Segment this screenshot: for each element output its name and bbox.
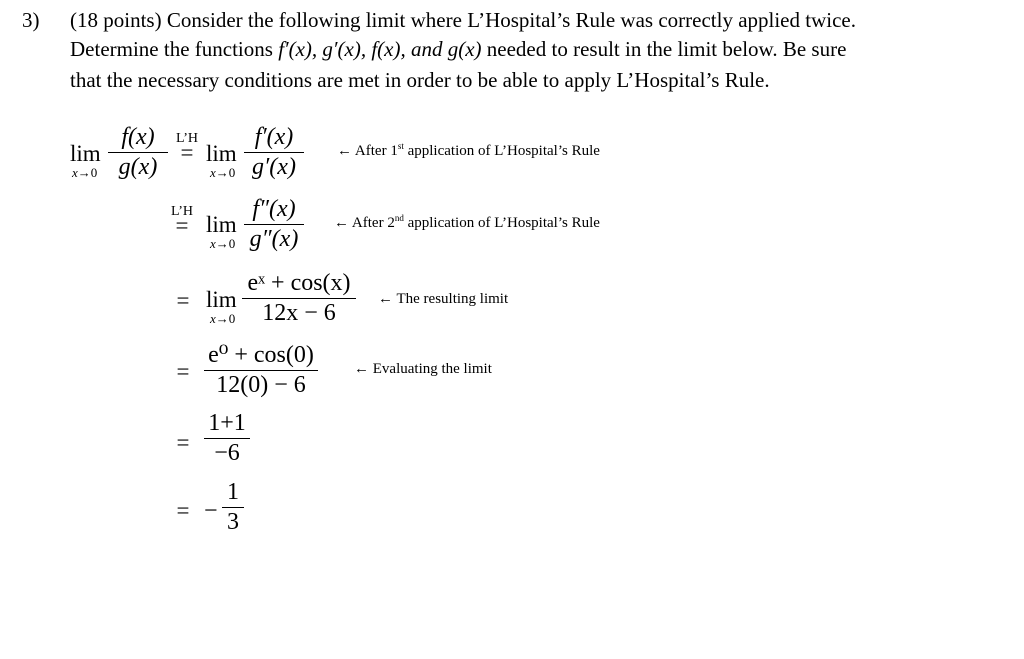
equals-4: = [176, 359, 190, 384]
lim-1: lim [206, 141, 237, 166]
fraction-evaluated: e⁰ + cos(0) 12(0) − 6 [204, 340, 318, 399]
fraction-final-answer: 1 3 [222, 479, 244, 536]
note-second-application: ← After 2nd application of L’Hospital’s Rule [334, 213, 600, 231]
note-evaluating: ← Evaluating the limit [354, 361, 492, 377]
equals-6: = [176, 498, 190, 523]
note-first-application: ← After 1st application of L’Hospital’s Rule [337, 141, 600, 159]
line2-post: needed to result in the limit below. Be sure [486, 37, 847, 61]
fraction-resulting-limit: eˣ + cos(x) 12x − 6 [242, 270, 356, 327]
lh-equals-1: L’H = [175, 131, 199, 165]
negative-sign: − [204, 498, 218, 524]
lim-3-sub: x→0 [210, 311, 236, 326]
lim-3: lim [206, 287, 237, 312]
question-number: 3) [22, 8, 40, 32]
lim-2-sub: x→0 [210, 236, 236, 251]
lim-1-sub: x→0 [210, 165, 236, 180]
equals-5: = [176, 430, 190, 455]
lim-2: lim [206, 212, 237, 237]
fraction-simplified: 1+1 −6 [204, 410, 250, 467]
fraction-fdoubleprime-over-gdoubleprime: f″(x) g″(x) [244, 196, 304, 253]
line2-pre: Determine the functions [70, 37, 273, 61]
lh-equals-2: L’H = [170, 204, 194, 238]
line2-funcs: f′(x), g′(x), f(x), and g(x) [278, 37, 482, 61]
equals-3: = [176, 288, 190, 313]
fraction-fprime-over-gprime: f′(x) g′(x) [244, 124, 304, 181]
fraction-f-over-g: f(x) g(x) [108, 124, 168, 181]
note-resulting-limit: ← The resulting limit [378, 291, 509, 307]
lim-0: lim [70, 141, 101, 166]
question-line-3: that the necessary conditions are met in order to be able to apply L’Hospital’s Rule. [70, 68, 770, 92]
question-line-1: (18 points) Consider the following limit where L’Hospital’s Rule was correctly applied twice. [70, 8, 856, 32]
lim-0-sub: x→0 [72, 165, 98, 180]
question-line-2 [70, 37, 846, 62]
